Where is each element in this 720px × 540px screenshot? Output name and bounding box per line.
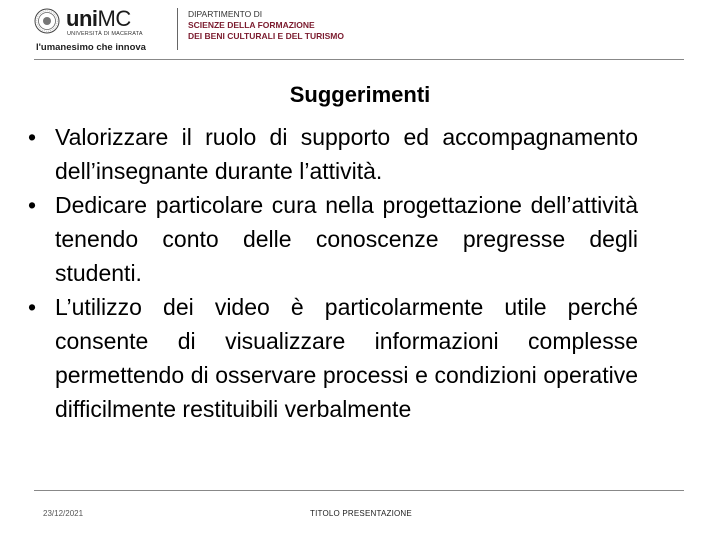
university-seal-icon xyxy=(34,8,60,34)
footer-title: TITOLO PRESENTAZIONE xyxy=(310,509,412,518)
department-name xyxy=(188,9,344,42)
logo-wordmark xyxy=(66,6,131,32)
bullet-dot: • xyxy=(28,124,37,150)
logo-mc: MC xyxy=(97,6,131,31)
slide-header xyxy=(0,0,720,62)
department-line-3: DEI BENI CULTURALI E DEL TURISMO xyxy=(188,31,344,41)
slide-title-text: Suggerimenti xyxy=(289,82,431,107)
header-divider xyxy=(177,8,178,50)
bullet-text: Dedicare particolare cura nella progettazione dell’attività tenendo conto delle conoscenze pregresse degli studenti. xyxy=(55,192,638,286)
bullet-dot: • xyxy=(28,192,37,218)
bullet-item xyxy=(28,290,638,426)
bullet-item xyxy=(28,188,638,290)
header-rule xyxy=(34,59,684,60)
bullet-text: Valorizzare il ruolo di supporto ed accompagnamento dell’insegnante durante l’attività. xyxy=(55,124,638,184)
bullet-text: L’utilizzo dei video è particolarmente utile perché consente di visualizzare informazioni complesse permettendo di osservare processi e condizioni operative difficilmente restituibili verbalmente xyxy=(55,294,638,422)
bullet-dot: • xyxy=(28,294,37,320)
bullet-list xyxy=(28,120,638,426)
logo-uni: uni xyxy=(66,6,98,31)
bullet-item xyxy=(28,120,638,188)
logo-tagline: l'umanesimo che innova xyxy=(36,42,146,53)
department-line-1: DIPARTIMENTO DI xyxy=(188,9,263,19)
university-name: UNIVERSITÀ DI MACERATA xyxy=(67,31,143,37)
department-line-2: SCIENZE DELLA FORMAZIONE xyxy=(188,20,315,30)
footer-date: 23/12/2021 xyxy=(43,509,84,518)
university-logo xyxy=(34,6,156,52)
footer-rule xyxy=(34,490,684,491)
slide-title xyxy=(0,80,720,110)
